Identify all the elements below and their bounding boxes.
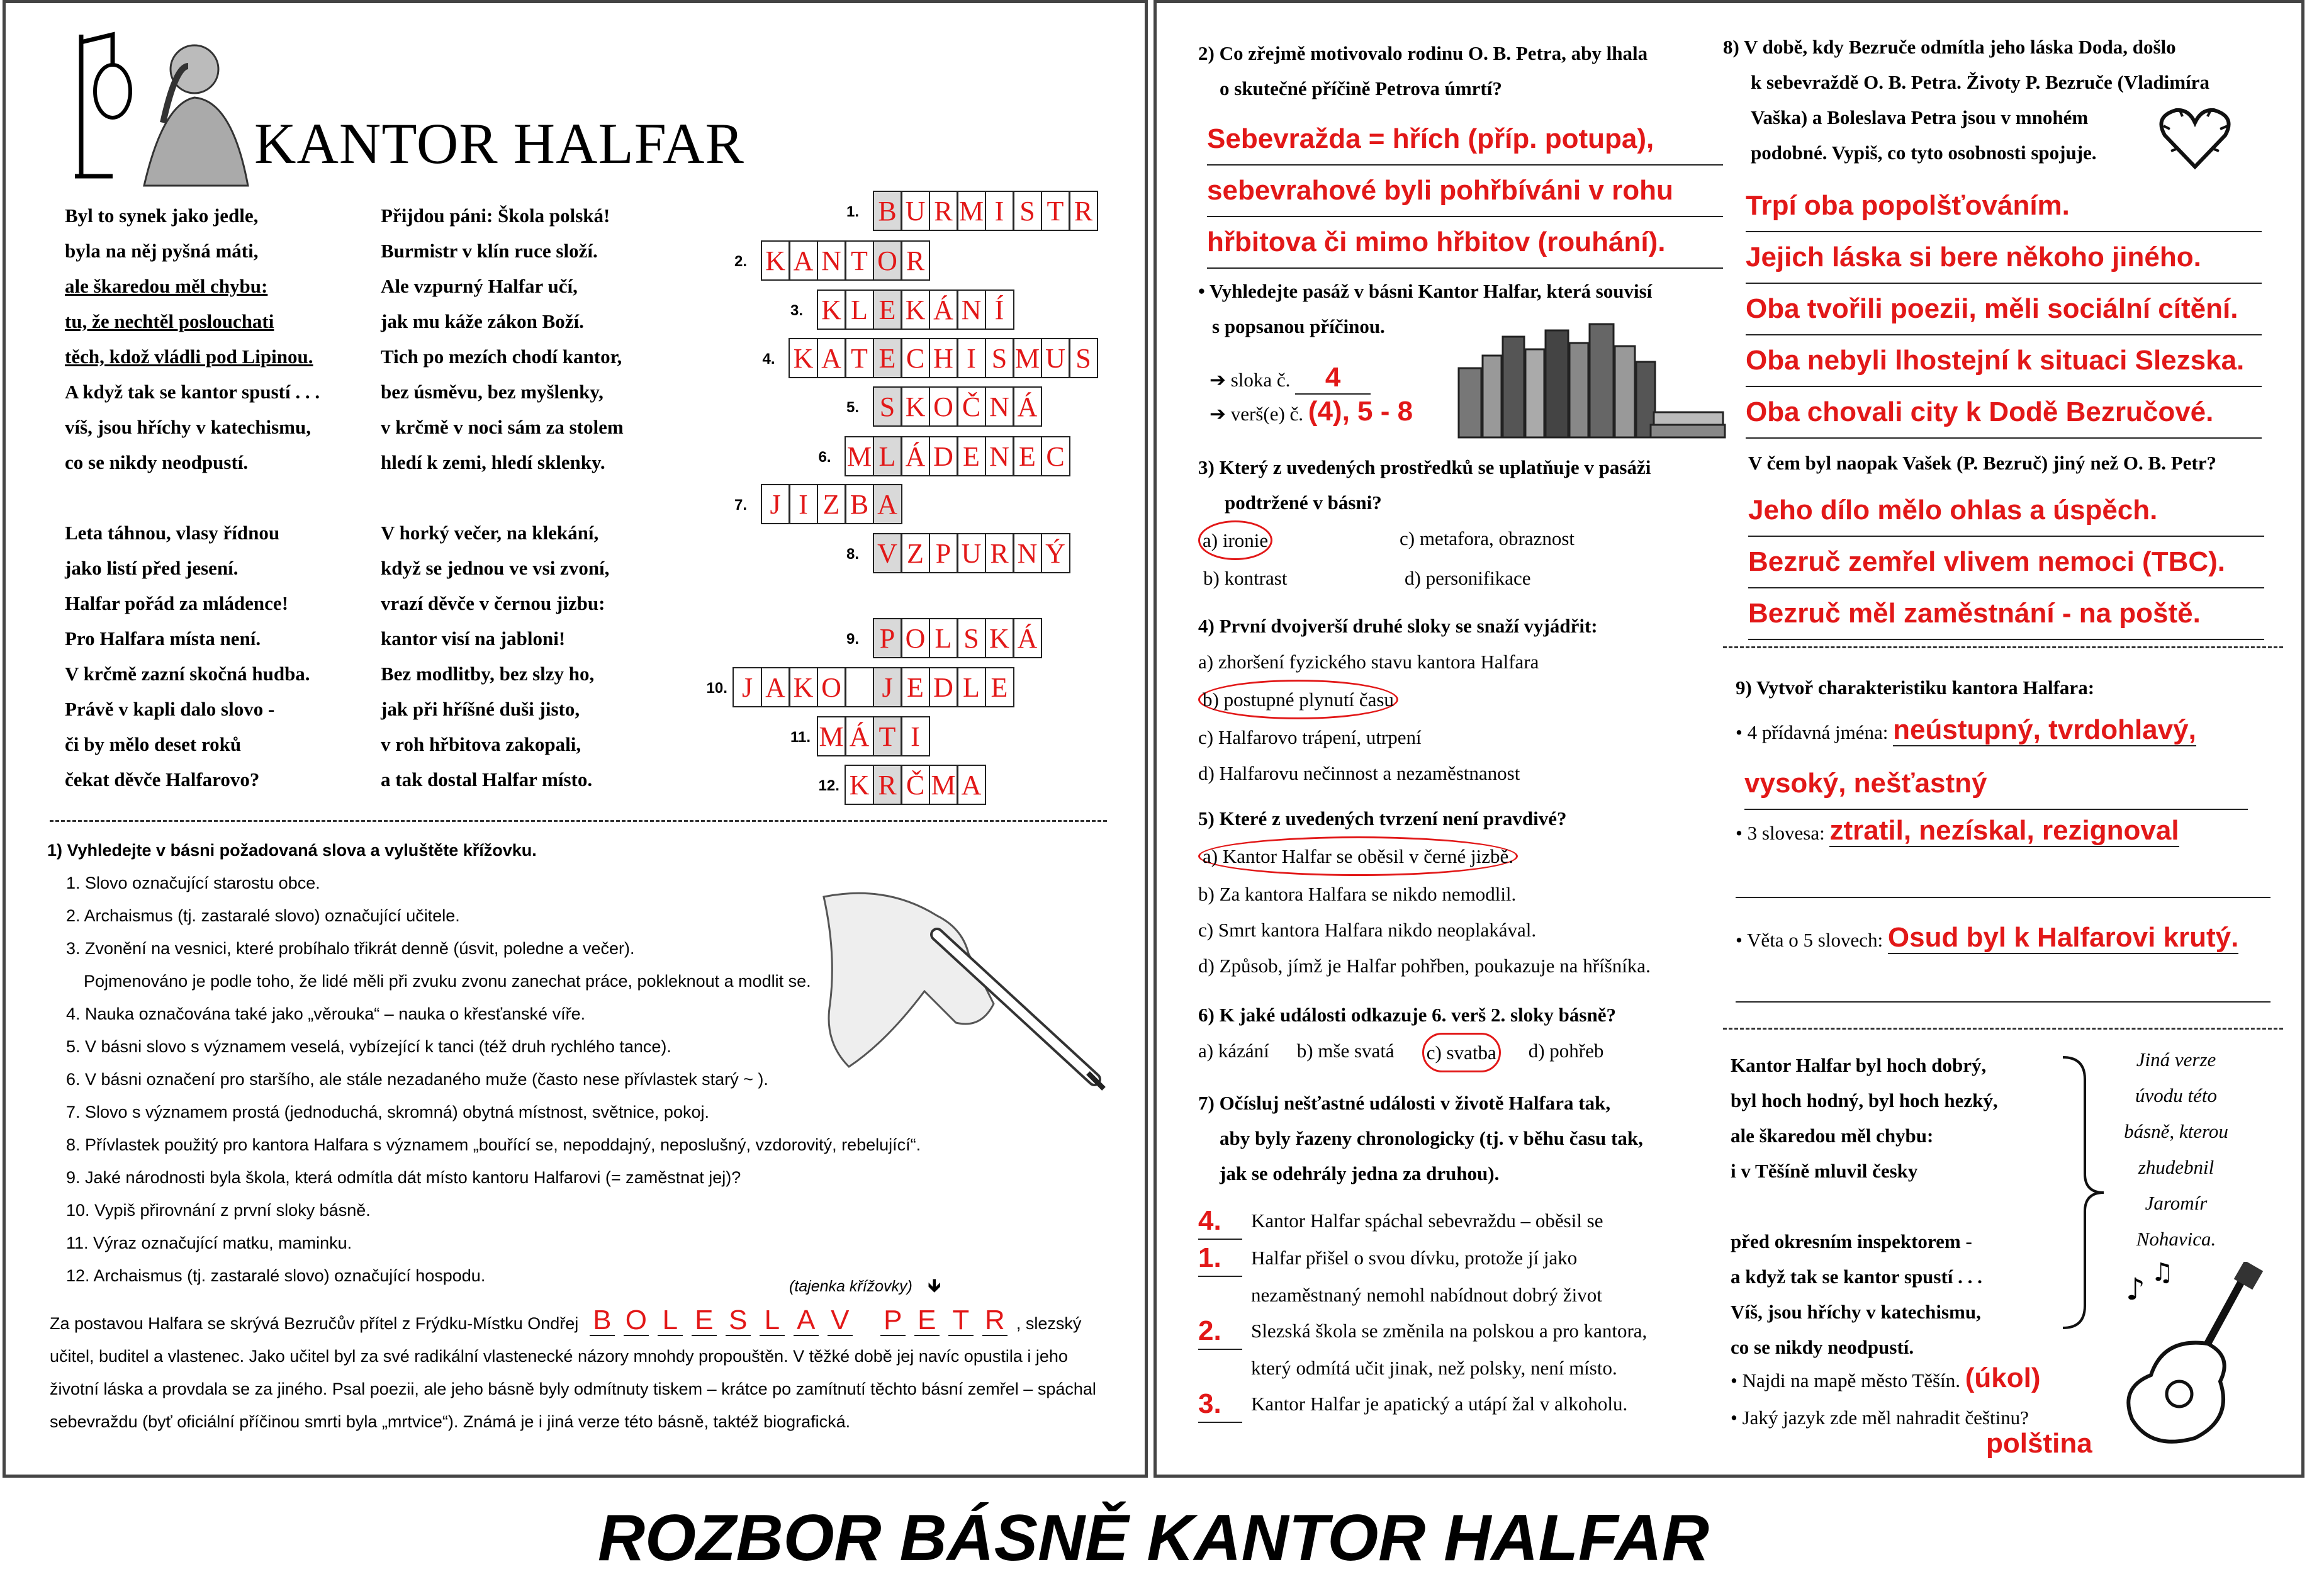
q1-clue: 5. V básni slovo s významem veselá, vybízející k tanci (též druh rychlého tance). [66, 1037, 671, 1056]
q8-answers [1746, 181, 2262, 439]
crossword-cell[interactable]: E [957, 436, 986, 476]
crossword-cell[interactable]: D [929, 667, 958, 707]
crossword-row [818, 289, 1014, 330]
tajenka-letter: R [982, 1306, 1008, 1336]
q9-adjectives: • 4 přídavná jména: neústupný, tvrdohlavý, [1736, 714, 2196, 745]
crossword-cell[interactable]: A [817, 338, 846, 378]
crossword-cell[interactable]: J [873, 667, 902, 707]
q1-clue: 8. Přívlastek použitý pro kantora Halfara s významem „bouřící se, nepoddajný, neposlušný, vzdorovitý, rebelující“. [66, 1135, 921, 1154]
q2-title: 2) Co zřejmě motivovalo rodinu O. B. Petra, aby lhala o skutečné příčině Petrova úmrtí? [1198, 42, 1648, 99]
q7-order-number: 2. [1198, 1313, 1242, 1350]
crossword-cell[interactable]: K [901, 386, 930, 427]
crossword-row [846, 436, 1070, 476]
q8-diff-question: V čem byl naopak Vašek (P. Bezruč) jiný než O. B. Petr? [1748, 452, 2216, 474]
tajenka-letter: S [726, 1306, 751, 1336]
crossword-cell[interactable]: B [873, 191, 902, 231]
thorny-heart-icon [2157, 104, 2233, 173]
alt-note: Jiná verze úvodu této básně, kterou zhudebnil Jaromír Nohavica. [2124, 1048, 2228, 1250]
q1-clue: 12. Archaismus (tj. zastaralé slovo) označující hospodu. [66, 1266, 486, 1285]
q7-order-number: 3. [1198, 1386, 1242, 1423]
bio-text: slezský učitel, buditel a vlastenec. Jako učitel byl za své radikální vlastenecké názory mnohdy propouštěn. V těžké době jej navíc opustila i jeho životní láska a provdala se za jiného. Psal poezii, ale jeho básně byly odmítnuty tiskem – krátce po zamítnutí těchto básní zemřel – spáchal sebevraždu (byť oficiální příčinou smrti byla „mrtvice“). Známá je i jiná verze této básně, taktéž biografická. [50, 1314, 1096, 1431]
tajenka-letter: P [880, 1306, 906, 1336]
crossword-cell[interactable]: P [873, 618, 902, 658]
q9-title: 9) Vytvoř charakteristiku kantora Halfara: [1736, 677, 2095, 699]
crossword-cell[interactable]: O [817, 667, 846, 707]
q8-title: 8) V době, kdy Bezruče odmítla jeho láska Doda, došlo k sebevraždě O. B. Petra. Životy P. Bezruče (Vladimíra Vaška) a Boleslava Petra jsou v mnohém podobné. Vypiš, co tyto osobnosti spojuje. [1723, 36, 2209, 164]
crossword-cell[interactable]: C [1041, 436, 1070, 476]
tajenka-letter: E [692, 1306, 717, 1336]
crossword-row [874, 386, 1042, 427]
crossword-cell[interactable]: N [957, 289, 986, 330]
crossword-row-number: 11. [790, 729, 811, 746]
q8-answer-line: Oba chovali city k Dodě Bezručové. [1746, 387, 2262, 439]
crossword-cell[interactable]: R [929, 191, 958, 231]
crossword-cell[interactable]: L [957, 667, 986, 707]
crossword-cell[interactable]: Z [901, 533, 930, 573]
tajenka-letter: L [658, 1306, 683, 1336]
right-page [1154, 0, 2304, 1478]
q3-options: a) ironie c) metafora, obraznost b) kontrast d) personifikace [1198, 520, 1733, 596]
q4-section: 4) První dvojverší druhé sloky se snaží vyjádřit: a) zhoršení fyzického stavu kantora Halfara b) postupné plynutí času c) Halfarovo trápení, utrpení d) Halfarovu nečinnost a nezaměstnanost [1198, 615, 1598, 784]
crossword-cell[interactable]: M [845, 436, 874, 476]
q5-section: 5) Které z uvedených tvrzení není pravdivé? a) Kantor Halfar se oběsil v černé jizbě. b) Za kantora Halfara se nikdo nemodlil. c) Smrt kantora Halfara nikdo neoplakával. d) Způsob, jímž je Halfar pohřben, poukazuje na hříšníka. [1198, 807, 1651, 977]
tajenka-letter: V [828, 1306, 853, 1336]
crossword-cell[interactable]: Č [957, 386, 986, 427]
crossword-cell[interactable]: Í [985, 289, 1014, 330]
brace-icon [2057, 1054, 2107, 1331]
crossword-cell[interactable]: M [1013, 338, 1042, 378]
crossword-row-number: 3. [790, 302, 804, 319]
crossword-cell[interactable]: T [873, 716, 902, 756]
crossword-cell[interactable]: I [901, 716, 930, 756]
crossword-cell[interactable]: J [733, 667, 762, 707]
crossword-cell[interactable]: A [957, 765, 986, 805]
crossword-cell[interactable]: A [789, 240, 818, 281]
crossword-cell[interactable]: S [1013, 191, 1042, 231]
crossword-cell[interactable]: L [845, 289, 874, 330]
crossword-row [762, 484, 902, 524]
q9-sentence-answer: Osud byl k Halfarovi krutý. [1887, 922, 2239, 953]
tajenka-letter: B [590, 1306, 615, 1336]
q8-diff-answer: Jeho dílo mělo ohlas a úspěch. [1748, 485, 2264, 537]
crossword-cell[interactable]: Ý [1041, 533, 1070, 573]
q1-title: 1) Vyhledejte v básni požadovaná slova a vyluštěte křížovku. [47, 841, 537, 860]
crossword-cell[interactable]: U [957, 533, 986, 573]
crossword-cell[interactable]: K [789, 667, 818, 707]
guitar-icon [2113, 1262, 2277, 1451]
crossword-cell[interactable]: H [929, 338, 958, 378]
svg-text:♫: ♫ [2151, 1262, 2174, 1287]
q8-answer-line: Trpí oba popolšťováním. [1746, 181, 2262, 232]
tajenka-answer [590, 1306, 1016, 1340]
crossword-row-number: 4. [762, 351, 775, 368]
crossword-cell[interactable]: L [873, 436, 902, 476]
q1-clue: 9. Jaké národnosti byla škola, která odmítla dát místo kantoru Halfarovi (= zaměstnat jej)? [66, 1168, 741, 1187]
crossword-cell[interactable]: E [985, 667, 1014, 707]
q1-clue: 11. Výraz označující matku, maminku. [66, 1234, 352, 1252]
crossword-cell[interactable]: O [873, 240, 902, 281]
crossword-cell[interactable]: K [761, 240, 790, 281]
alt-task2: • Jaký jazyk zde měl nahradit češtinu? [1731, 1407, 2029, 1429]
poem-col2: Přijdou páni: Škola polská! Burmistr v klín ruce složí. Ale vzpurný Halfar učí, jak mu káže zákon Boží. Tich po mezích chodí kantor, bez úsměvu, bez myšlenky, v krčmě v noci sám za stolem hledí k zemi, hledí sklenky. V horký večer, na klekání, když se jednou ve vsi zvoní, vrazí děvče v černou jizbu: kantor visí na jabloni! Bez modlitby, bez slzy ho, jak při hříšné duši jisto, v roh hřbitova zakopali, a tak dostal Halfar místo. [381, 205, 624, 790]
crossword-cell[interactable]: E [1013, 436, 1042, 476]
crossword-row-number: 2. [734, 253, 748, 270]
crossword-cell[interactable]: J [761, 484, 790, 524]
tajenka-letter: A [794, 1306, 819, 1336]
task1-answer: (úkol) [1965, 1363, 2041, 1393]
hand-pencil-icon [811, 878, 1113, 1142]
q8-answer-line: Jejich láska si bere někoho jiného. [1746, 232, 2262, 284]
crossword-cell[interactable]: R [985, 533, 1014, 573]
q1-clue: 3. Zvonění na vesnici, které probíhalo třikrát denně (úsvit, poledne a večer). [66, 939, 635, 958]
crossword-cell[interactable]: S [1069, 338, 1098, 378]
crossword-cell[interactable]: T [845, 240, 874, 281]
crossword-cell[interactable]: I [985, 191, 1014, 231]
q8-diff-answer: Bezruč měl zaměstnání - na poště. [1748, 588, 2264, 640]
q7-items: 4. Kantor Halfar spáchal sebevraždu – oběsil se 1. Halfar přišel o svou dívku, protože jí jako nezaměstnaný nemohl nabídnout dobrý život 2. Slezská škola se změnila na polskou a pro kantora, který odmítá učit jinak, než polsky, není místo. 3. Kantor Halfar je apatický a utápí žal v alkoholu. [1198, 1203, 1752, 1423]
q1-clue: 7. Slovo s významem prostá (jednoduchá, skromná) obytná místnost, světnice, pokoj. [66, 1103, 709, 1121]
crossword-cell[interactable]: R [873, 765, 902, 805]
q1-clue: Pojmenováno je podle toho, že lidé měli při zvuku zvonu zanechat práce, pokleknout a modlit se. [84, 972, 811, 991]
crossword-cell[interactable] [845, 667, 874, 707]
q9-adj-answer-2: vysoký, nešťastný [1744, 758, 2248, 810]
hanging-man-icon [69, 28, 257, 192]
crossword-cell[interactable]: T [845, 338, 874, 378]
alt-poem: Kantor Halfar byl hoch dobrý, byl hoch hodný, byl hoch hezký, ale škaredou měl chybu: i v Těšíně mluvil česky před okresním inspektorem - a když tak se kantor spustí . . . Víš, jsou hříchy v katechismu, co se nikdy neodpustí. [1731, 1054, 1998, 1358]
down-arrow-icon: 🡻 [928, 1276, 941, 1296]
q1-clue: 1. Slovo označující starostu obce. [66, 874, 320, 892]
crossword-row [818, 716, 930, 756]
crossword-row-number: 9. [846, 631, 860, 648]
q4-selected-option: b) postupné plynutí času [1198, 680, 1398, 719]
q1-clue: 4. Nauka označována také jako „věrouka“ – nauka o křesťanské víře. [66, 1004, 586, 1023]
crossword-cell[interactable]: R [901, 240, 930, 281]
crossword-cell[interactable]: A [873, 484, 902, 524]
q8-diff-answers [1748, 485, 2264, 640]
crossword-cell[interactable]: U [1041, 338, 1070, 378]
crossword-cell[interactable]: L [929, 618, 958, 658]
q8-answer-line: Oba nebyli lhostejní k situaci Slezska. [1746, 335, 2262, 387]
q9-verbs: • 3 slovesa: ztratil, nezískal, rezignoval [1736, 815, 2179, 846]
q2-sub: • Vyhledejte pasáž v básni Kantor Halfar, která souvisí s popsanou příčinou. [1198, 280, 1653, 337]
tajenka-label: (tajenka křížovky) [789, 1278, 912, 1295]
crossword-cell[interactable]: Á [929, 289, 958, 330]
crossword-row [874, 618, 1042, 658]
crossword-cell[interactable]: K [817, 289, 846, 330]
crossword-cell[interactable]: S [873, 386, 902, 427]
poem-col1: Byl to synek jako jedle, byla na něj pyšná máti, ale škaredou měl chybu: tu, že nechtěl poslouchati těch, kdož vládli pod Lipinou. A když tak se kantor spustí . . . víš, jsou hříchy v katechismu, co se nikdy neodpustí. Leta táhnou, vlasy řídnou jako listí před jesení. Halfar pořád za mládence! Pro Halfara místa není. V krčmě zazní skočná hudba. Právě v kapli dalo slovo - či by mělo deset roků čekat děvče Halfarovo? [65, 205, 320, 790]
crossword-row [874, 533, 1070, 573]
q7-title: 7) Očísluj nešťastné události v životě Halfara tak, aby byly řazeny chronologicky (tj. v běhu času tak, jak se odehrály jedna za druhou). [1198, 1092, 1643, 1184]
crossword-row-number: 1. [846, 203, 860, 220]
crossword-row [790, 338, 1099, 378]
sloka-answer: 4 [1295, 362, 1371, 395]
crossword-cell[interactable]: Č [901, 765, 930, 805]
svg-text:♪: ♪ [2126, 1272, 2145, 1307]
bio-prefix: Za postavou Halfara se skrývá Bezručův přítel z Frýdku-Místku Ondřej [50, 1314, 579, 1333]
footer-title: ROZBOR BÁSNĚ KANTOR HALFAR [597, 1502, 1710, 1575]
q7-order-number: 4. [1198, 1203, 1242, 1240]
crossword-cell[interactable]: R [1069, 191, 1098, 231]
q3-title: 3) Který z uvedených prostředků se uplatňuje v pasáži podtržené v básni? [1198, 456, 1651, 514]
q2-sloka: ➔ sloka č. 4 [1210, 362, 1371, 395]
tajenka-letter: L [760, 1306, 785, 1336]
crossword-cell[interactable]: O [929, 386, 958, 427]
crossword-cell[interactable]: I [789, 484, 818, 524]
crossword-row [762, 240, 930, 281]
crossword-cell[interactable]: D [929, 436, 958, 476]
crossword-row-number: 6. [818, 449, 831, 466]
crossword-cell[interactable]: N [985, 386, 1014, 427]
q6-section: 6) K jaké události odkazuje 6. verš 2. sloky básně? a) kázání b) mše svatá c) svatba d) pohřeb [1198, 998, 1733, 1072]
q8-diff-answer: Bezruč zemřel vlivem nemoci (TBC). [1748, 537, 2264, 588]
tajenka-letter: T [948, 1306, 974, 1336]
q1-clue: 6. V básni označení pro staršího, ale stále nezadaného muže (často nese přívlastek starý ~ ). [66, 1070, 768, 1089]
crossword-cell[interactable]: V [873, 533, 902, 573]
q1-clue: 10. Vypiš přirovnání z první sloky básně. [66, 1201, 371, 1220]
q9-sentence: • Věta o 5 slovech: Osud byl k Halfarovi krutý. [1736, 922, 2239, 953]
crossword-row-number: 10. [706, 680, 727, 697]
crossword-cell[interactable]: S [985, 338, 1014, 378]
crossword-cell[interactable]: T [1041, 191, 1070, 231]
crossword-cell[interactable]: E [873, 338, 902, 378]
crossword-cell[interactable]: K [789, 338, 818, 378]
q1-clue: 2. Archaismus (tj. zastaralé slovo) označující učitele. [66, 906, 460, 925]
tajenka-letter: E [914, 1306, 940, 1336]
q2-answers [1207, 114, 1723, 269]
crossword-row-number: 5. [846, 399, 860, 416]
tajenka-letter: O [624, 1306, 649, 1336]
crossword-row [734, 667, 1014, 707]
q8-answer-line: Oba tvořili poezii, měli sociální cítění. [1746, 284, 2262, 335]
crossword-cell[interactable]: K [901, 289, 930, 330]
crossword-cell[interactable]: M [957, 191, 986, 231]
crossword-row [874, 191, 1098, 231]
q2-answer-line: hřbitova či mimo hřbitov (rouhání). [1207, 217, 1723, 269]
crossword-row [846, 765, 987, 805]
q2-answer-line: Sebevražda = hřích (příp. potupa), [1207, 114, 1723, 166]
task2-answer: polština [1986, 1428, 2092, 1459]
crossword-cell[interactable]: Á [901, 436, 930, 476]
q7-order-number: 1. [1198, 1240, 1242, 1277]
books-icon [1452, 318, 1729, 444]
q6-selected-option: c) svatba [1422, 1033, 1501, 1072]
crossword-cell[interactable]: E [873, 289, 902, 330]
crossword-cell[interactable]: S [957, 618, 986, 658]
left-page [3, 0, 1148, 1478]
q5-selected-option: a) Kantor Halfar se oběsil v černé jizbě. [1198, 836, 1518, 876]
q2-vers: ➔ verš(e) č. (4), 5 - 8 [1210, 396, 1413, 427]
crossword-cell[interactable]: Á [1013, 618, 1042, 658]
crossword-cell[interactable]: C [901, 338, 930, 378]
biography: Za postavou Halfara se skrývá Bezručův přítel z Frýdku-Místku Ondřej B O L E S L A V P E T R , slezský učitel, buditel a vlastenec. Jako učitel byl za své radikální vlastenecké názory mnohdy propouštěn. V těžké době jej navíc opustila i jeho životní láska a provdala se za jiného. Psal poezii, ale jeho básně byly odmítnuty tiskem – krátce po zamítnutí těchto básní zemřel – spáchal sebevraždu (byť oficiální příčinou smrti byla „mrtvice“). Známá je i jiná verze této básně, taktéž biografická. [50, 1305, 1096, 1431]
crossword-cell[interactable]: O [901, 618, 930, 658]
crossword-cell[interactable]: I [957, 338, 986, 378]
crossword-cell[interactable]: N [1013, 533, 1042, 573]
crossword-cell[interactable]: Z [817, 484, 846, 524]
crossword-cell[interactable]: P [929, 533, 958, 573]
crossword-cell[interactable]: U [901, 191, 930, 231]
crossword-row-number: 8. [846, 546, 860, 563]
crossword-cell[interactable]: N [817, 240, 846, 281]
crossword-cell[interactable]: Á [1013, 386, 1042, 427]
crossword-cell[interactable]: B [845, 484, 874, 524]
crossword-cell[interactable]: N [985, 436, 1014, 476]
q9-adj-answer: neústupný, tvrdohlavý, [1893, 714, 2196, 745]
q2-answer-line: sebevrahové byli pohřbíváni v rohu [1207, 166, 1723, 217]
crossword-cell[interactable]: Á [845, 716, 874, 756]
crossword-cell[interactable]: K [845, 765, 874, 805]
crossword-cell[interactable]: M [929, 765, 958, 805]
crossword-cell[interactable]: E [901, 667, 930, 707]
crossword-cell[interactable]: M [817, 716, 846, 756]
crossword-cell[interactable]: A [761, 667, 790, 707]
crossword-cell[interactable]: K [985, 618, 1014, 658]
vers-answer: (4), 5 - 8 [1308, 396, 1413, 427]
alt-task1: • Najdi na mapě město Těšín. (úkol) [1731, 1363, 2041, 1393]
crossword-row-number: 7. [734, 497, 748, 514]
q9-verbs-answer: ztratil, nezískal, rezignoval [1829, 815, 2179, 846]
page-title: KANTOR HALFAR [254, 111, 744, 176]
q3-selected-option: a) ironie [1198, 520, 1272, 560]
crossword-row-number: 12. [818, 777, 839, 794]
